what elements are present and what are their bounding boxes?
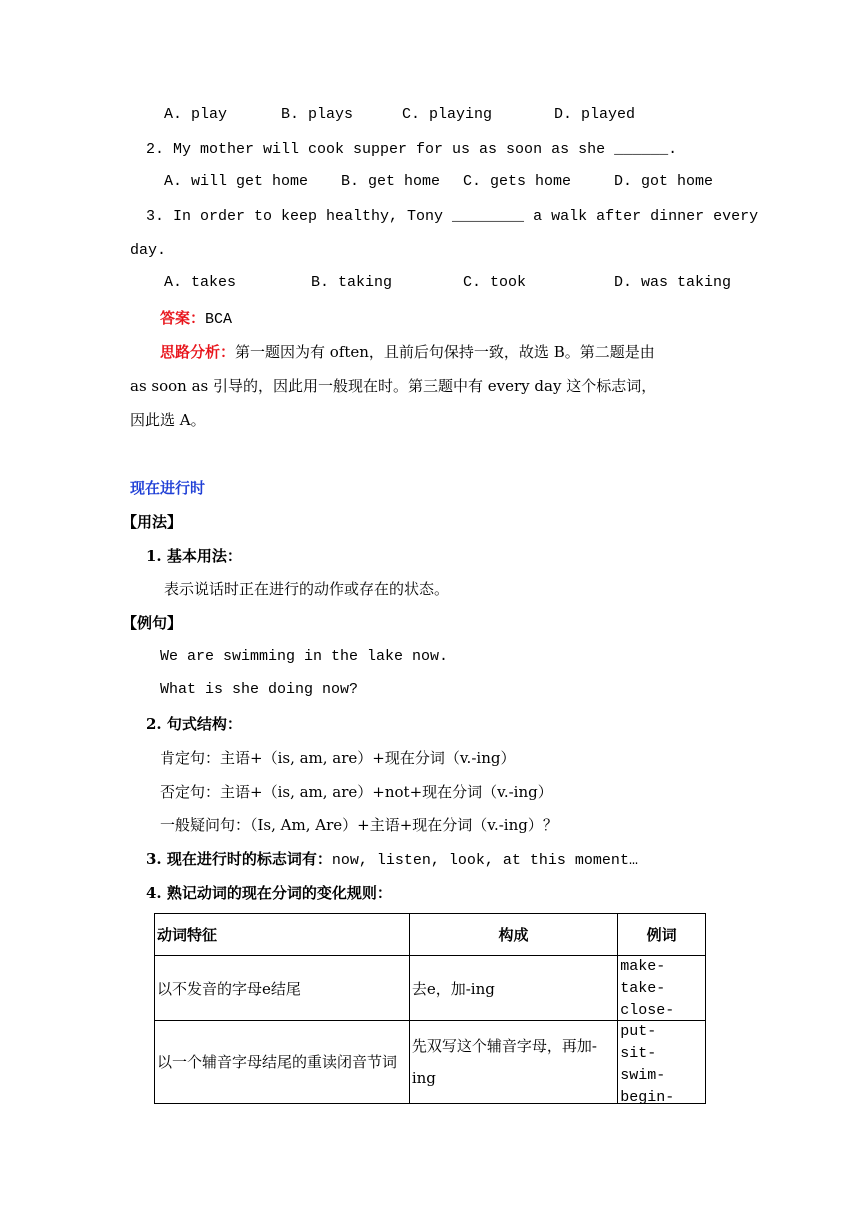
q2-option-c: C. gets home — [463, 173, 572, 190]
ing-rules-table — [154, 913, 706, 1104]
basic-usage-heading: 1. 基本用法： — [146, 547, 242, 565]
answer-value: BCA — [205, 311, 233, 328]
structure-heading: 2. 句式结构： — [146, 715, 242, 733]
signal-words-line — [146, 848, 638, 872]
q3-option-d: D. was taking — [614, 274, 732, 291]
signal-words-heading: 3. 现在进行时的标志词有： — [146, 850, 332, 868]
q3-option-b: B. taking — [311, 274, 393, 291]
example-sentence-2: What is she doing now? — [160, 681, 359, 698]
example-word: put- — [620, 1023, 657, 1040]
table-cell-feature: 以一个辅音字母结尾的重读闭音节词 — [155, 1021, 410, 1104]
example-word: swim- — [620, 1067, 666, 1084]
q3-option-a: A. takes — [164, 274, 237, 291]
analysis-text-1: 第一题因为有 often，且前后句保持一致，故选 B。第二题是由 — [235, 343, 655, 361]
q1-option-d: D. played — [554, 106, 636, 123]
table-header-row — [155, 914, 706, 956]
q3-option-c: C. took — [463, 274, 527, 291]
table-cell-examples — [618, 1021, 706, 1104]
q3-stem-line2: day. — [130, 242, 167, 259]
q1-option-b: B. plays — [281, 106, 354, 123]
table-cell-formation: 先双写这个辅音字母，再加-ing — [409, 1021, 617, 1104]
example-sentence-1: We are swimming in the lake now. — [160, 648, 449, 665]
q2-option-b: B. get home — [341, 173, 441, 190]
q2-stem: 2. My mother will cook supper for us as soon as she ______. — [146, 141, 678, 158]
signal-words-text: now, listen, look, at this moment… — [331, 852, 638, 869]
usage-header: 【用法】 — [122, 513, 183, 531]
table-row — [155, 956, 706, 1021]
example-word: make- — [620, 958, 666, 975]
table-cell-examples — [618, 956, 706, 1021]
table-cell-feature: 以不发音的字母e结尾 — [155, 956, 410, 1021]
example-word: close- — [620, 1002, 675, 1019]
analysis-line3: 因此选 A。 — [130, 411, 206, 429]
structure-question: 一般疑问句：（Is, Am, Are）+主语+现在分词（v.-ing）？ — [160, 816, 558, 834]
analysis-line2: as soon as 引导的，因此用一般现在时。第三题中有 every day 这个标志词， — [130, 377, 657, 395]
table-header-feature: 动词特征 — [155, 914, 410, 956]
q1-option-c: C. playing — [402, 106, 493, 123]
q2-option-a: A. will get home — [164, 173, 309, 190]
q1-option-a: A. play — [164, 106, 228, 123]
answer-line — [160, 307, 232, 331]
q3-stem-line1: 3. In order to keep healthy, Tony ________ a walk after dinner every — [146, 208, 759, 225]
answer-label: 答案： — [160, 309, 206, 327]
table-header-examples: 例词 — [618, 914, 706, 956]
section-title: 现在进行时 — [130, 479, 206, 497]
table-row — [155, 1021, 706, 1104]
structure-negative: 否定句：主语+（is, am, are）+not+现在分词（v.-ing） — [160, 783, 553, 801]
table-cell-formation: 去e，加-ing — [409, 956, 617, 1021]
examples-header: 【例句】 — [122, 614, 183, 632]
structure-affirmative: 肯定句：主语+（is, am, are）+现在分词（v.-ing） — [160, 749, 516, 767]
example-word: begin- — [620, 1089, 675, 1103]
example-word: sit- — [620, 1045, 657, 1062]
analysis-line1 — [160, 341, 655, 363]
q2-option-d: D. got home — [614, 173, 714, 190]
analysis-label: 思路分析： — [160, 343, 236, 361]
rules-heading: 4. 熟记动词的现在分词的变化规则： — [146, 884, 392, 902]
basic-usage-text: 表示说话时正在进行的动作或存在的状态。 — [164, 580, 450, 598]
table-header-formation: 构成 — [409, 914, 617, 956]
example-word: take- — [620, 980, 666, 997]
